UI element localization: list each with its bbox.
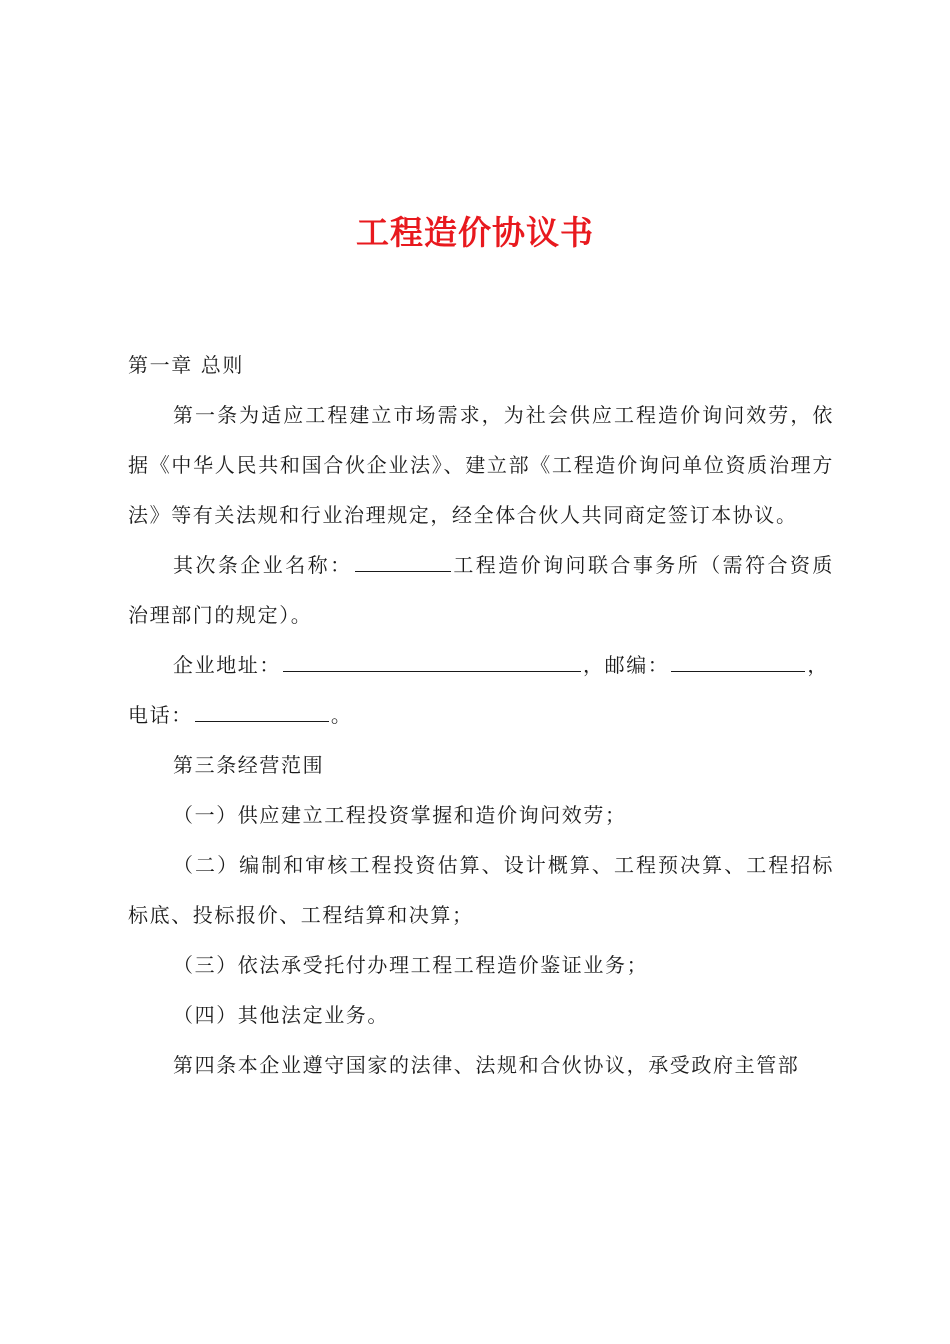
address-label: 企业地址： [173, 653, 281, 677]
document-body [128, 340, 834, 1090]
article-1: 第一条为适应工程建立市场需求，为社会供应工程造价询问效劳，依据《中华人民共和国合伙企业法》、建立部《工程造价询问单位资质治理方法》等有关法规和行业治理规定，经全体合伙人共同商定签订本协议。 [128, 403, 834, 527]
address-blank [283, 649, 581, 672]
phone-label: 电话： [128, 703, 193, 727]
phone-line [128, 690, 834, 740]
scope-item-4: （四）其他法定业务。 [173, 1003, 389, 1027]
postcode-blank [671, 649, 805, 672]
scope-item-2: （二）编制和审核工程投资估算、设计概算、工程预决算、工程招标标底、投标报价、工程结算和决算； [128, 853, 834, 927]
postcode-end: ， [807, 653, 830, 677]
company-name-suffix: 工程造价询问联合事务所（需符合资质治理部门的规定）。 [128, 553, 834, 627]
article-4: 第四条本企业遵守国家的法律、法规和合伙协议，承受政府主管部 [173, 1053, 800, 1077]
scope-item-3: （三）依法承受托付办理工程工程造价鉴证业务； [173, 953, 649, 977]
article-3: 第三条经营范围 [173, 753, 325, 777]
address-line [128, 640, 834, 690]
document-title: 工程造价协议书 [356, 213, 594, 252]
article-2 [128, 540, 834, 640]
phone-blank [195, 699, 329, 722]
postcode-label: ，邮编： [583, 653, 670, 677]
company-name-label: 其次条企业名称： [173, 553, 353, 577]
scope-item-1: （一）供应建立工程投资掌握和造价询问效劳； [173, 803, 627, 827]
chapter-heading: 第一章 总则 [128, 353, 244, 377]
phone-end: 。 [330, 703, 353, 727]
company-name-blank [355, 549, 451, 572]
